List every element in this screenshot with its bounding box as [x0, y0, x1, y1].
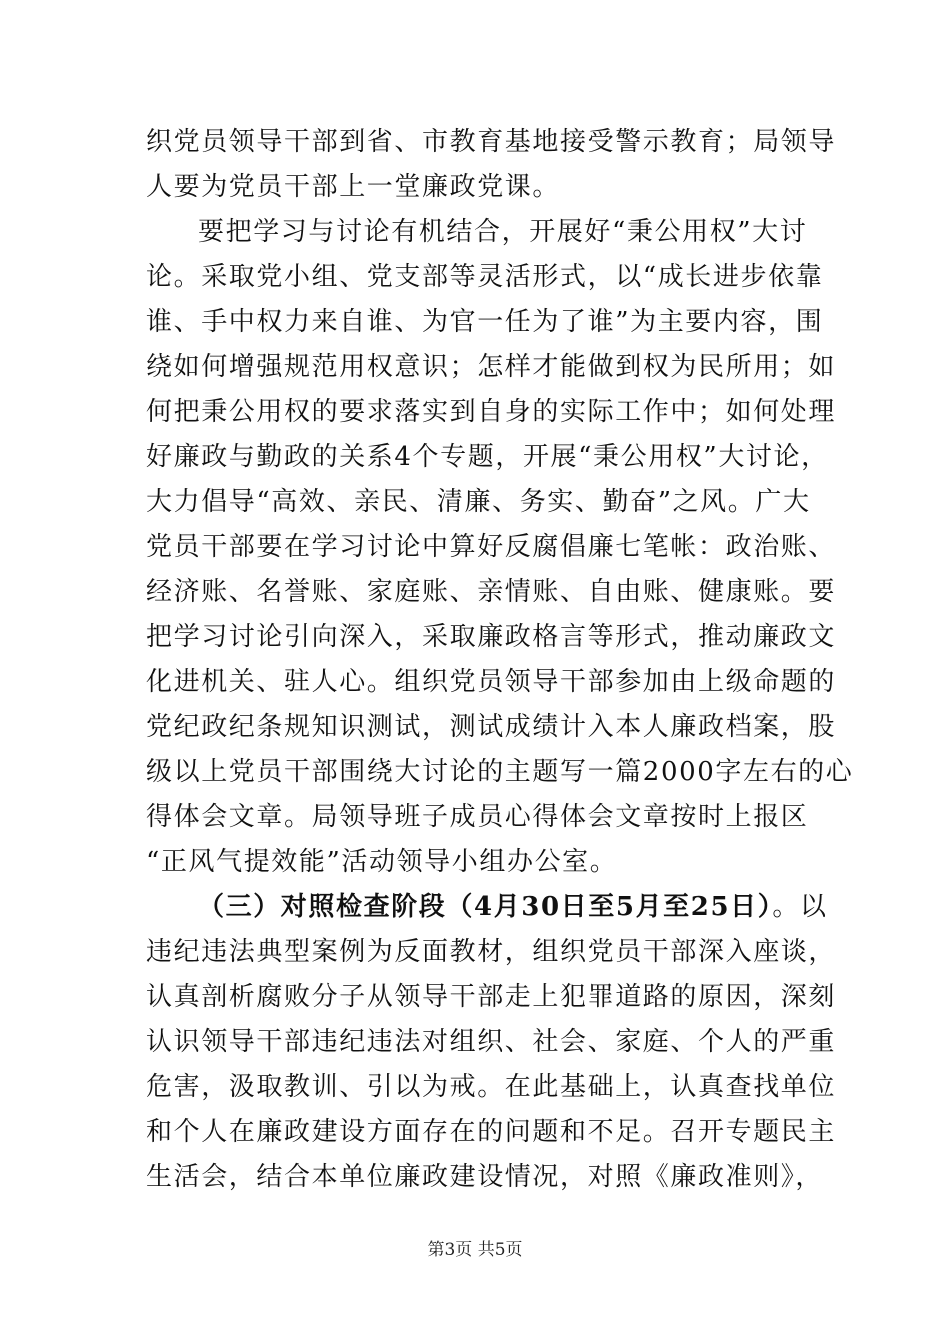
body-text-line: 把学习讨论引向深入，采取廉政格言等形式，推动廉政文: [146, 622, 837, 652]
section-heading-line: [198, 885, 828, 929]
body-text-line: 织党员领导干部到省、市教育基地接受警示教育；局领导: [146, 127, 837, 157]
body-text-line: 党员干部要在学习讨论中算好反腐倡廉七笔帐：政治账、: [146, 532, 837, 562]
page-number-footer: 第3页 共5页: [427, 1240, 523, 1260]
body-text-line: 经济账、名誉账、家庭账、亲情账、自由账、健康账。要: [146, 577, 837, 607]
body-text-line: 危害，汲取教训、引以为戒。在此基础上，认真查找单位: [146, 1072, 837, 1102]
body-text-line: 违纪违法典型案例为反面教材，组织党员干部深入座谈，: [146, 937, 837, 967]
body-text-line: 大力倡导“高效、亲民、清廉、务实、勤奋”之风。广大: [146, 487, 811, 517]
section-heading-continuation: 。以: [772, 892, 828, 922]
body-text-line: 认识领导干部违纪违法对组织、社会、家庭、个人的严重: [146, 1027, 837, 1057]
body-text-line: 党纪政纪条规知识测试，测试成绩计入本人廉政档案，股: [146, 712, 837, 742]
body-text-line: “正风气提效能”活动领导小组办公室。: [146, 847, 618, 877]
body-text-line: 化进机关、驻人心。组织党员领导干部参加由上级命题的: [146, 667, 837, 697]
body-text-line: 级以上党员干部围绕大讨论的主题写一篇2000字左右的心: [146, 757, 854, 787]
body-text-line: 和个人在廉政建设方面存在的问题和不足。召开专题民主: [146, 1117, 837, 1147]
body-text-line: 何把秉公用权的要求落实到自身的实际工作中；如何处理: [146, 397, 837, 427]
body-text-line: 认真剖析腐败分子从领导干部走上犯罪道路的原因，深刻: [146, 982, 837, 1012]
body-text-line: 要把学习与讨论有机结合，开展好“秉公用权”大讨: [198, 217, 808, 247]
body-text-line: 绕如何增强规范用权意识；怎样才能做到权为民所用；如: [146, 352, 837, 382]
body-text-line: 人要为党员干部上一堂廉政党课。: [146, 172, 561, 202]
body-text-line: 生活会，结合本单位廉政建设情况，对照《廉政准则》，: [146, 1162, 824, 1192]
section-heading: （三）对照检查阶段（4月30日至5月至25日）: [198, 892, 773, 922]
body-text-line: 得体会文章。局领导班子成员心得体会文章按时上报区: [146, 802, 809, 832]
body-text-line: 谁、手中权力来自谁、为官一任为了谁”为主要内容，围: [146, 307, 824, 337]
body-text-line: 好廉政与勤政的关系4个专题，开展“秉公用权”大讨论，: [146, 442, 829, 472]
body-text-line: 论。采取党小组、党支部等灵活形式，以“成长进步依靠: [146, 262, 824, 292]
